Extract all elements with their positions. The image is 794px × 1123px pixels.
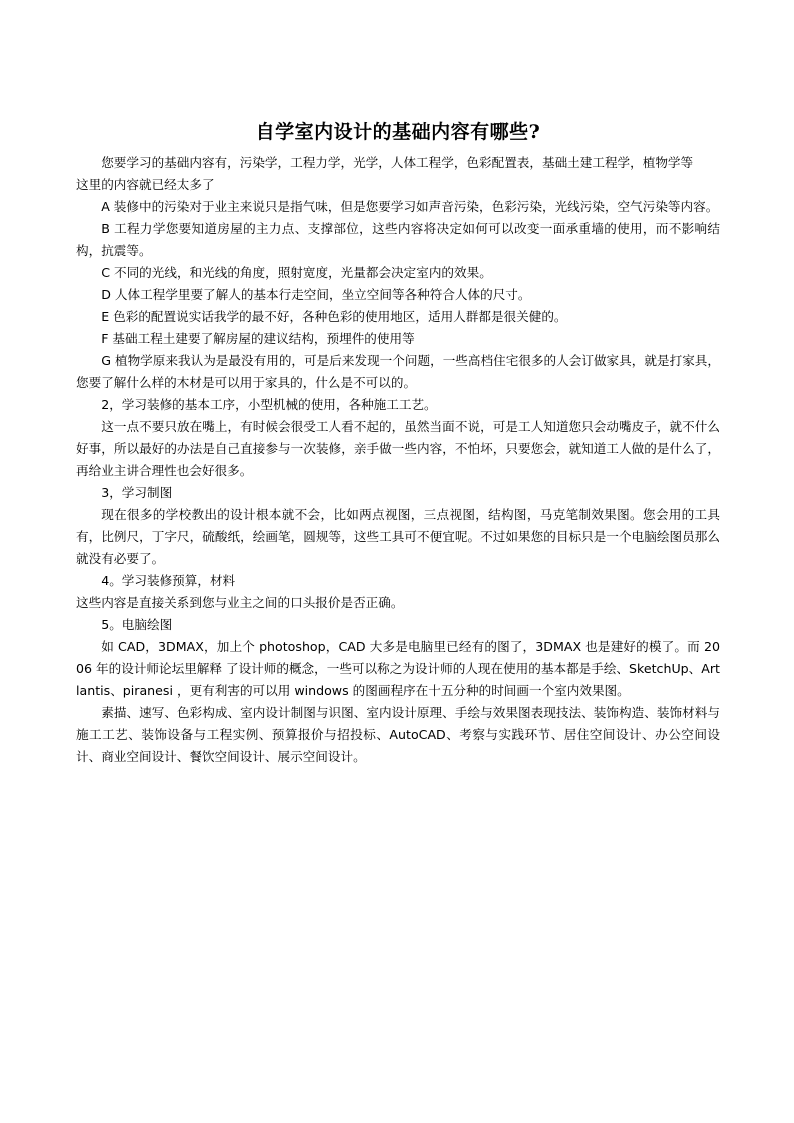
paragraph: 您要学习的基础内容有，污染学，工程力学，光学，人体工程学，色彩配置表，基础土建工程学，植物学等 xyxy=(101,155,694,170)
paragraph: D 人体工程学里要了解人的基本行走空间，坐立空间等各种符合人体的尺寸。 xyxy=(101,287,531,302)
document-page xyxy=(76,118,720,768)
paragraph: E 色彩的配置说实话我学的最不好，各种色彩的使用地区，适用人群都是很关健的。 xyxy=(101,309,567,324)
document-body xyxy=(76,152,720,768)
paragraph: C 不同的光线，和光线的角度，照射宽度，光量都会决定室内的效果。 xyxy=(101,265,492,280)
paragraph: 这一点不要只放在嘴上，有时候会很受工人看不起的，虽然当面不说，可是工人知道您只会动嘴皮子，就不什么好事，所以最好的办法是自己直接参与一次装修，亲手做一些内容，不怕坏，只要您会，就知道工人做的是什么了，再给业主讲合理性也会好很多。 xyxy=(76,419,720,478)
section-heading: 2，学习装修的基本工序，小型机械的使用，各种施工工艺。 xyxy=(101,397,437,412)
paragraph: 如 CAD，3DMAX，加上个 photoshop，CAD 大多是电脑里已经有的图了，3DMAX 也是建好的模了。而 2006 年的设计师论坛里解释 了设计师的概念，一些可以称之为设计师的人现在使用的基本都是手绘、SketchUp、Artlantis、piranesi ，更有利害的可以用 windows 的图画程序在十五分种的时间画一个室内效果图。 xyxy=(76,639,720,698)
section-heading: 4。学习装修预算，材料 xyxy=(101,573,236,588)
section-heading: 3，学习制图 xyxy=(101,485,173,500)
paragraph: A 装修中的污染对于业主来说只是指气味，但是您要学习如声音污染，色彩污染，光线污染，空气污染等内容。 xyxy=(101,199,719,214)
paragraph: 素描、速写、色彩构成、室内设计制图与识图、室内设计原理、手绘与效果图表现技法、装饰构造、装饰材料与施工工艺、装饰设备与工程实例、预算报价与招投标、AutoCAD、考察与实践环节、居住空间设计、办公空间设计、商业空间设计、餐饮空间设计、展示空间设计。 xyxy=(76,705,720,764)
section-heading: 5。电脑绘图 xyxy=(101,617,173,632)
paragraph: 现在很多的学校教出的设计根本就不会，比如两点视图，三点视图，结构图，马克笔制效果图。您会用的工具有，比例尺，丁字尺，硫酸纸，绘画笔，圆规等，这些工具可不便宜呢。不过如果您的目标只是一个电脑绘图员那么就没有必要了。 xyxy=(76,507,720,566)
paragraph: 这些内容是直接关系到您与业主之间的口头报价是否正确。 xyxy=(76,595,404,610)
paragraph: G 植物学原来我认为是最没有用的，可是后来发现一个问题，一些高档住宅很多的人会订做家具，就是打家具，您要了解什么样的木材是可以用于家具的，什么是不可以的。 xyxy=(76,353,720,390)
paragraph: B 工程力学您要知道房屋的主力点、支撑部位，这些内容将决定如何可以改变一面承重墙的使用，而不影响结构，抗震等。 xyxy=(76,221,720,258)
paragraph: 这里的内容就已经太多了 xyxy=(76,177,215,192)
paragraph: F 基础工程土建要了解房屋的建议结构，预埋件的使用等 xyxy=(101,331,415,346)
document-title: 自学室内设计的基础内容有哪些? xyxy=(255,121,541,143)
